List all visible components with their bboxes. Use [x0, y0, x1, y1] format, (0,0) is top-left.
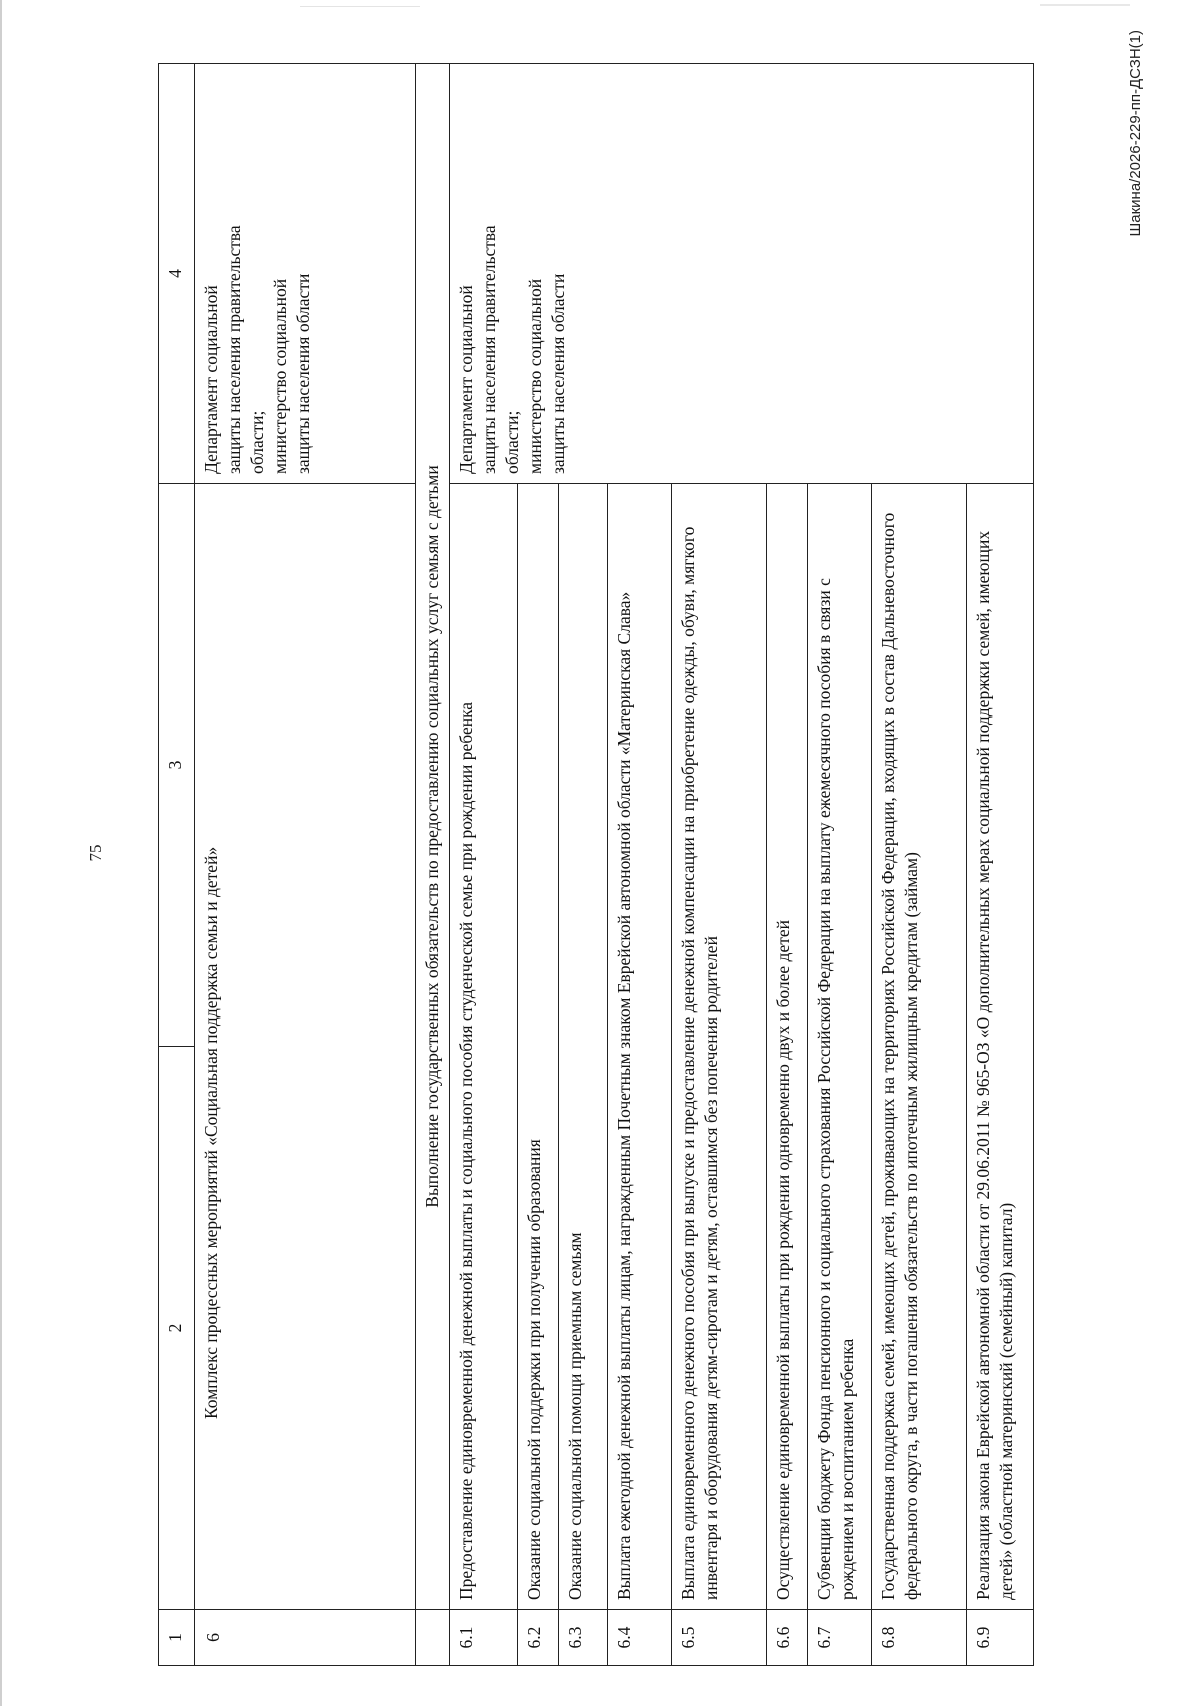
responsible-line: защиты населения правительства	[224, 225, 244, 474]
row-text: Осуществление единовременной выплаты при рождении одновременно двух и более детей	[767, 484, 808, 1610]
row-number: 6.3	[559, 1610, 608, 1666]
row-text: Реализация закона Еврейской автономной области от 29.06.2011 № 965-ОЗ «О дополнительных мерах социальной поддержки семей, имеющих детей» (областной материнский (семейный) капитал)	[967, 484, 1034, 1610]
responsible-line: защиты населения правительства	[479, 225, 499, 474]
header-cell: 3	[159, 484, 195, 1047]
table-header-row	[159, 64, 195, 1666]
table-row	[450, 64, 518, 1666]
row-text: Оказание социальной поддержки при получении образования	[518, 484, 559, 1610]
complex-row	[195, 64, 416, 1666]
responsible-line: области;	[247, 410, 267, 474]
row-text: Выплата ежегодной денежной выплаты лицам, награжденным Почетным знаком Еврейской автономной области «Материнская Слава»	[608, 484, 672, 1610]
responsible-line: министерство социальной	[525, 278, 545, 474]
page-number: 75	[86, 844, 105, 862]
responsible-line: защиты населения области	[548, 273, 568, 474]
row-text: Предоставление единовременной денежной выплаты и социального пособия студенческой семье при рождении ребенка	[450, 484, 518, 1610]
row-number: 6.4	[608, 1610, 672, 1666]
row-number: 6.5	[672, 1610, 767, 1666]
responsible-line: министерство социальной	[270, 278, 290, 474]
responsible-line: Департамент социальной	[456, 285, 476, 474]
section-responsible	[450, 64, 1034, 484]
row-number: 6.6	[767, 1610, 808, 1666]
row-text: Выплата единовременного денежного пособия при выпуске и предоставление денежной компенсации на приобретение одежды, обуви, мягкого инвентаря и оборудования детям-сиротам и детям, оставшимся без попечения родителей	[672, 484, 767, 1610]
section-row	[416, 64, 450, 1666]
measures-table	[158, 63, 1034, 1666]
header-cell: 4	[159, 64, 195, 484]
row-text: Государственная поддержка семей, имеющих детей, проживающих на территориях Российской Федерации, входящих в состав Дальневосточного федерального округа, в части погашения обязательств по ипотечным жилищным кредитам (займам)	[872, 484, 967, 1610]
complex-responsible	[195, 64, 416, 484]
row-number: 6.1	[450, 1610, 518, 1666]
row-number: 6.9	[967, 1610, 1034, 1666]
row-number: 6.8	[872, 1610, 967, 1666]
complex-number: 6	[195, 1610, 416, 1666]
section-title: Выполнение государственных обязательств по предоставлению социальных услуг семьям с детьми	[416, 64, 450, 1610]
row-text: Субвенции бюджету Фонда пенсионного и социального страхования Российской Федерации на выплату ежемесячного пособия в связи с рождением и воспитанием ребенка	[808, 484, 872, 1610]
row-text: Оказание социальной помощи приемным семьям	[559, 484, 608, 1610]
complex-title: Комплекс процессных мероприятий «Социальная поддержка семьи и детей»	[195, 484, 416, 1610]
responsible-line: Департамент социальной	[201, 285, 221, 474]
row-number: 6.2	[518, 1610, 559, 1666]
responsible-line: области;	[502, 410, 522, 474]
header-cell: 2	[159, 1047, 195, 1610]
responsible-line: защиты населения области	[293, 273, 313, 474]
row-number: 6.7	[808, 1610, 872, 1666]
document-code: Шакина/2026-229-пп-ДСЗН(1)	[1127, 30, 1144, 237]
header-cell: 1	[159, 1610, 195, 1666]
section-number-cell	[416, 1610, 450, 1666]
